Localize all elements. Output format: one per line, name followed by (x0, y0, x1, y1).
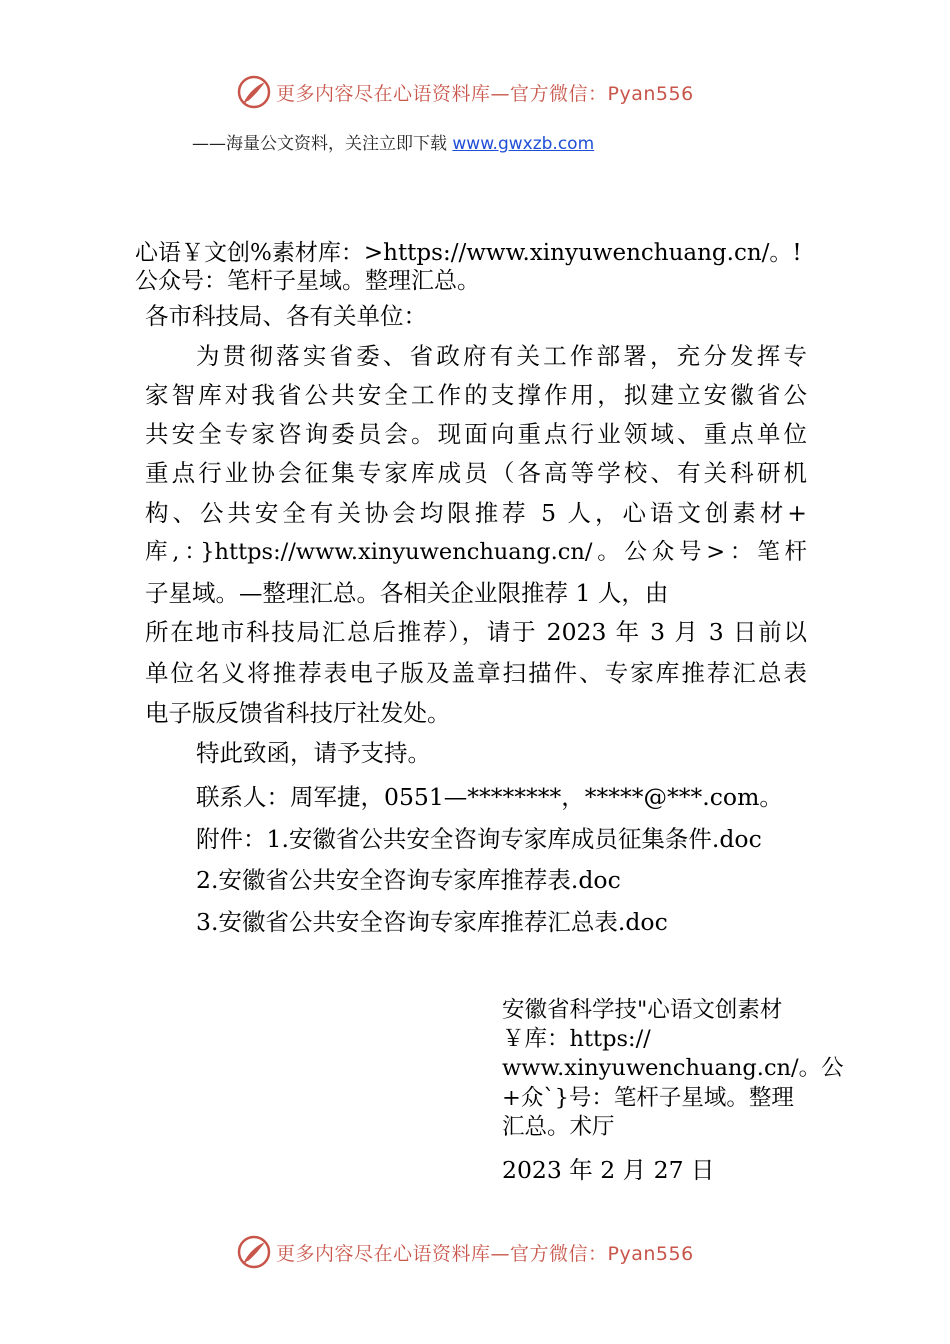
signature-line: +众`}号：笔杆子星域。整理 (502, 1085, 794, 1111)
attachment-3: 3.安徽省公共安全咨询专家库推荐汇总表.doc (196, 908, 668, 936)
signature-line: 安徽省科学技"心语文创素材 (502, 997, 783, 1023)
salutation: 各市科技局、各有关单位： (145, 302, 427, 330)
signature-line: ￥库：https:// (502, 1026, 651, 1052)
attachment-2: 2.安徽省公共安全咨询专家库推荐表.doc (196, 866, 621, 894)
signature-line: 汇总。术厅 (502, 1114, 615, 1140)
signature-date: 2023 年 2 月 27 日 (502, 1156, 715, 1184)
subline (192, 129, 594, 154)
attachment-1: 附件：1.安徽省公共安全咨询专家库成员征集条件.doc (196, 825, 762, 853)
quill-logo-icon (236, 1234, 272, 1270)
top-watermark-banner (236, 72, 736, 112)
para-line: 构、公共安全有关协会均限推荐 5 人，心语文创素材+ (145, 499, 807, 527)
para-line: 库,：}https://www.xinyuwenchuang.cn/。公众号>：笔杆 (145, 539, 807, 565)
para-line: 为贯彻落实省委、省政府有关工作部署，充分发挥专 (196, 342, 807, 370)
banner-text: 更多内容尽在心语资料库—官方微信：Pyan556 (276, 82, 694, 105)
signature-line: www.xinyuwenchuang.cn/。公 (502, 1055, 844, 1081)
contact: 联系人：周军捷，0551—********，*****@***.com。 (196, 783, 783, 811)
banner-text: 更多内容尽在心语资料库—官方微信：Pyan556 (276, 1242, 694, 1265)
para-line: 所在地市科技局汇总后推荐），请于 2023 年 3 月 3 日前以 (145, 618, 807, 646)
header-noise-line-2: 公众号：笔杆子星域。整理汇总。 (135, 268, 480, 294)
para-line: 共安全专家咨询委员会。现面向重点行业领域、重点单位 (145, 420, 807, 448)
closing: 特此致函，请予支持。 (196, 739, 431, 767)
para-line: 单位名义将推荐表电子版及盖章扫描件、专家库推荐汇总表 (145, 659, 807, 687)
quill-logo-icon (236, 74, 272, 110)
para-line: 重点行业协会征集专家库成员（各高等学校、有关科研机 (145, 459, 807, 487)
para-line: 电子版反馈省科技厅社发处。 (145, 699, 451, 727)
para-line: 家智库对我省公共安全工作的支撑作用，拟建立安徽省公 (145, 381, 807, 409)
download-link[interactable]: www.gwxzb.com (452, 134, 595, 154)
para-line: 子星域。—整理汇总。各相关企业限推荐 1 人，由 (145, 579, 669, 607)
header-noise-line-1: 心语￥文创%素材库：>https://www.xinyuwenchuang.cn/。! (135, 240, 802, 266)
subline-text: ——海量公文资料，关注立即下载 (192, 134, 453, 154)
bottom-watermark-banner (236, 1232, 736, 1272)
